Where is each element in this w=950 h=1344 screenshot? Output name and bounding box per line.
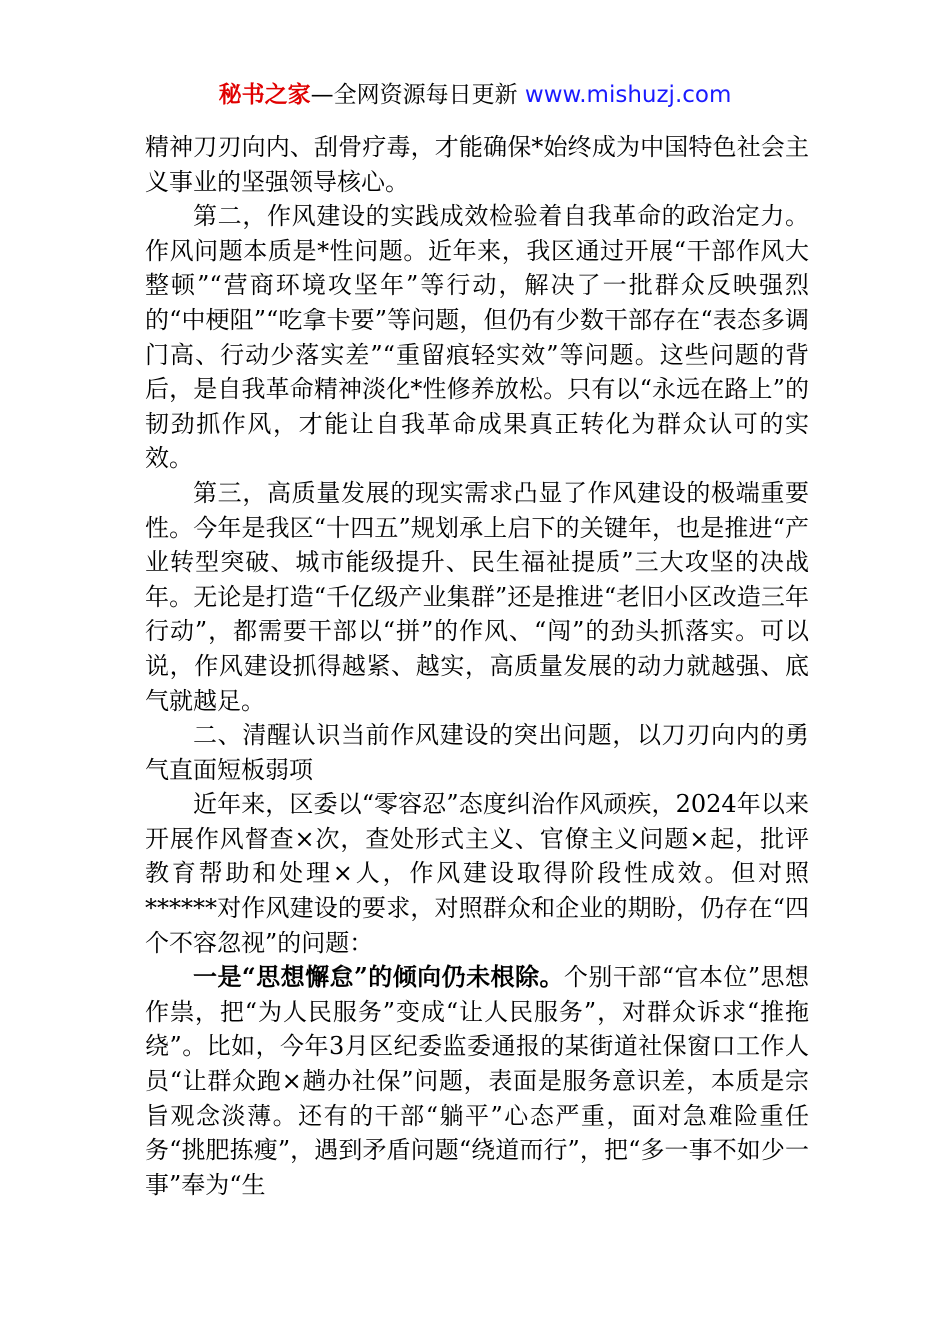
document-body bbox=[145, 130, 809, 1202]
section-heading-two: 二、清醒认识当前作风建设的突出问题，以刀刃向内的勇气直面短板弱项 bbox=[145, 721, 809, 784]
page-header bbox=[0, 78, 950, 112]
problem-one-text: 个别干部“官本位”思想作祟，把“为人民服务”变成“让人民服务”，对群众诉求“推拖绕”。比如，今年3月区纪委监委通报的某街道社保窗口工作人员“让群众跑×趟办社保”问题，表面是服务意识差，本质是宗旨观念淡薄。还有的干部“躺平”心态严重，面对急难险重任务“挑肥拣瘦”，遇到矛盾问题“绕道而行”，把“多一事不如少一事”奉为“生 bbox=[145, 963, 810, 1199]
problem-one-lead: 一是“思想懈怠”的倾向仍未根除。 bbox=[193, 962, 564, 992]
brand-name: 秘书之家 bbox=[218, 82, 311, 108]
paragraph-second-point: 第二，作风建设的实践成效检验着自我革命的政治定力。作风问题本质是*性问题。近年来，我区通过开展“干部作风大整顿”“营商环境攻坚年”等行动，解决了一批群众反映强烈的“中梗阻”“吃拿卡要”等问题，但仍有少数干部存在“表态多调门高、行动少落实差”“重留痕轻实效”等问题。这些问题的背后，是自我革命精神淡化*性修养放松。只有以“永远在路上”的韧劲抓作风，才能让自我革命成果真正转化为群众认可的实效。 bbox=[145, 202, 809, 473]
paragraph-problem-one bbox=[145, 960, 809, 1202]
paragraph-continuation: 精神刀刃向内、刮骨疗毒，才能确保*始终成为中国特色社会主义事业的坚强领导核心。 bbox=[145, 133, 809, 196]
header-tagline: —全网资源每日更新 bbox=[310, 82, 525, 108]
paragraph-overview: 近年来，区委以“零容忍”态度纠治作风顽疾，2024年以来开展作风督查×次，查处形式主义、官僚主义问题×起，批评教育帮助和处理×人，作风建设取得阶段性成效。但对照******对作风建设的要求，对照群众和企业的期盼，仍存在“四个不容忽视”的问题： bbox=[145, 790, 809, 957]
site-url[interactable]: www.mishuzj.com bbox=[524, 82, 732, 108]
paragraph-third-point: 第三，高质量发展的现实需求凸显了作风建设的极端重要性。今年是我区“十四五”规划承上启下的关键年，也是推进“产业转型突破、城市能级提升、民生福祉提质”三大攻坚的决战年。无论是打造“千亿级产业集群”还是推进“老旧小区改造三年行动”，都需要干部以“拼”的作风、“闯”的劲头抓落实。可以说，作风建设抓得越紧、越实，高质量发展的动力就越强、底气就越足。 bbox=[145, 478, 809, 715]
